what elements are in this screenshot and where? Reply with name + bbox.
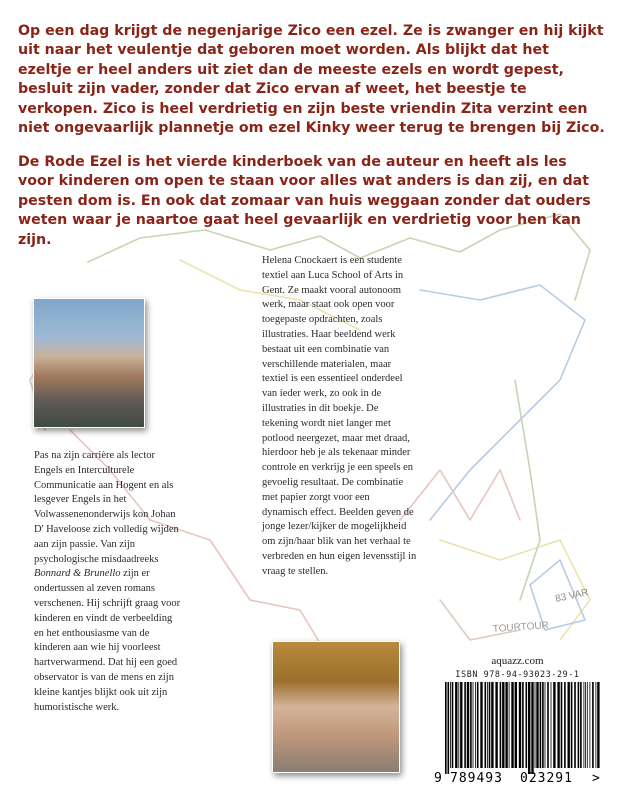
barcode-bar [522,682,524,768]
barcode-bar [477,682,479,768]
author-bio-rest: zijn er ondertussen al zeven romans verschenen. Hij schrijft graag voor kinderen en vindt de verbeelding en het enthousiasme van de kinderen aan wie hij voorleest hartverwarmend. Dat hij een goed observator is van de mens en zijn kleine kantjes blijkt ook uit zijn humoristische werk. [34,568,181,713]
barcode-group-1: 789493 [450,771,503,786]
barcode-bar [495,682,497,768]
illustrator-photo [272,641,400,773]
sketch-tag: 83 VAR [554,587,590,605]
barcode-bar [580,682,582,768]
barcode-bar [540,682,542,768]
barcode-bar [528,682,530,774]
barcode-bar [535,682,536,768]
barcode-bar [547,682,549,768]
author-photo [33,298,145,428]
barcode-digit-left: 9 [434,771,442,786]
isbn-text: ISBN 978-94-93023-29-1 [455,669,580,679]
barcode-bar [597,682,599,768]
barcode-bar [590,682,591,768]
sketch-line [420,285,585,520]
barcode-bar [584,682,585,768]
barcode-bar [460,682,462,768]
barcode-bar [542,682,544,768]
illustrator-bio: Helena Cnockaert is een studente textiel aan Luca School of Arts in Gent. Ze maakt vooral autonoom werk, maar staat ook open voor toegepaste opdrachten, zoals illustraties. Haar beeldend werk bestaat uit een combinatie van verschillende materialen, maar textiel is een essentieel onderdeel van ieder werk, zo ook in de illustraties in dit boekje. De tekening wordt niet langer met potlood neergezet, maar met draad, hierdoor heb je als tekenaar minder controle en verkrijg je een speels en gevoelig resultaat. De combinatie met papier zorgt voor een dynamisch effect. Beelden geven de jonge lezer/kijker de mogelijkheid om zijn/haar blik van het verhaal te verbreden en hun eigen levensstijl in vraag te stellen. [262,255,417,577]
barcode-bar [587,682,588,768]
barcode-bar [458,682,459,768]
barcode-bar [578,682,580,768]
barcode-bar [489,682,491,768]
barcode-bar [485,682,487,768]
barcode-bar [561,682,563,768]
barcode-bar [511,682,513,768]
sketch-line [400,470,520,520]
blurb-paragraph-1: Op een dag krijgt de negenjarige Zico een ezel. Ze is zwanger en hij kijkt uit naar het veulentje dat geboren moet worden. Als blijkt dat het ezeltje er heel anders uit ziet dan de meeste ezels en wordt gepest, besluit zijn vader, zonder dat Zico ervan af weet, het beestje te verkopen. Zico is heel verdrietig en zijn beste vriendin Zita verzint een niet ongevaarlijk plannetje om ezel Kinky weer terug te brengen bij Zico. [18,23,605,137]
barcode-bar [480,682,482,768]
author-series-title: Bonnard & Brunello [34,568,121,580]
author-bio [34,449,184,715]
barcode-bar [568,682,570,768]
barcode-bar [487,682,488,768]
barcode-bar [448,682,450,774]
barcode-bar [551,682,552,768]
barcode-bar [592,682,594,768]
barcode-bar [585,682,586,768]
barcode-bar [526,682,528,768]
barcode-bar [553,682,555,768]
barcode-arrow: > [592,771,600,786]
barcode-bar [564,682,566,768]
barcode-bar [473,682,474,768]
barcode-group-2: 023291 [520,771,573,786]
barcode-bar [531,682,533,774]
barcode-bar [519,682,521,768]
barcode-bar [450,682,451,768]
blurb-paragraph-2: De Rode Ezel is het vierde kinderboek van de auteur en heeft als les voor kinderen om open te staan voor alles wat anders is dan zij, en dat pesten dom is. En ook dat zomaar van huis weggaan zonder dat ouders weten waar je naartoe gaat heel gevaarlijk en verdrietig voor hen kan zijn. [18,154,591,248]
sketch-signature: TOURTOUR [492,620,550,635]
barcode-bar [571,682,573,768]
barcode-bar [557,682,559,768]
barcode-bar [452,682,454,768]
barcode-bar [505,682,507,768]
barcode-bar [464,682,466,768]
barcode-bar [455,682,457,768]
barcode-bar [509,682,510,768]
barcode-bar [467,682,469,768]
publisher-website: aquazz.com [491,655,544,667]
sketch-line [440,600,520,640]
isbn-barcode [432,682,604,786]
barcode-bar [475,682,476,768]
barcode-bar [574,682,576,768]
barcode-bar [445,682,447,774]
barcode-bar [545,682,546,768]
author-bio-intro: Pas na zijn carrière als lector Engels en Interculturele Communicatie aan Hogent en als lesgever Engels in het Volwassenenonderwijs kon Johan D' Haveloose zich volledig wijden aan zijn passie. Van zijn psychologische misdaadreeks [34,450,179,565]
barcode-bar [596,682,597,768]
barcode-bar [470,682,472,768]
barcode-bar [515,682,517,768]
barcode-bar [536,682,538,768]
barcode-bar [502,682,504,768]
barcode-bar [500,682,502,768]
barcode-bar [491,682,493,768]
